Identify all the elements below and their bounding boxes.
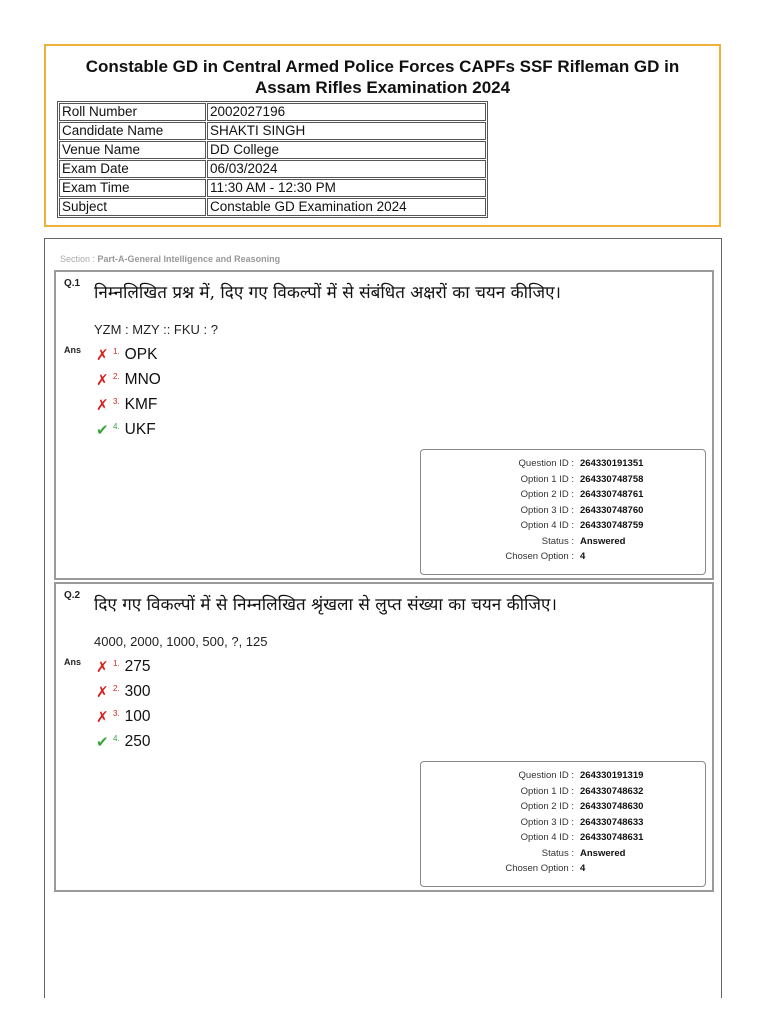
exam-title: Constable GD in Central Armed Police Forces CAPFs SSF Rifleman GD in Assam Rifles Examination 2024 <box>85 57 680 97</box>
detail-value: 264330191319 <box>580 770 644 781</box>
detail-label: Option 3 ID : <box>520 504 574 516</box>
detail-label: Option 2 ID : <box>520 801 574 812</box>
option-4 <box>96 731 151 753</box>
option-2 <box>96 369 161 391</box>
option-text: OPK <box>124 346 158 363</box>
question-details-box <box>420 449 706 575</box>
cross-icon: ✗ <box>96 372 109 389</box>
detail-value: Answered <box>580 847 626 859</box>
detail-row <box>421 861 705 876</box>
cross-icon: ✗ <box>96 709 109 726</box>
question-number: Q.1 <box>64 278 81 289</box>
detail-row <box>421 768 705 783</box>
answer-label: Ans <box>64 657 82 667</box>
detail-row <box>421 784 705 799</box>
detail-label: Option 2 ID : <box>520 489 574 500</box>
question-text: निम्नलिखित प्रश्न में, दिए गए विकल्पों में से संबंधित अक्षरों का चयन कीजिए। <box>94 283 561 303</box>
option-number: 4. <box>113 421 120 431</box>
option-number: 3. <box>113 396 120 406</box>
detail-label: Question ID : <box>518 458 574 469</box>
exam-time-value: 11:30 AM - 12:30 PM <box>207 179 486 197</box>
option-number: 1. <box>113 658 120 668</box>
option-3 <box>96 706 151 728</box>
detail-row <box>421 830 705 845</box>
question-text: दिए गए विकल्पों में से निम्नलिखित श्रृंखला से लुप्त संख्या का चयन कीजिए। <box>94 595 557 615</box>
detail-value: 264330748632 <box>580 785 644 797</box>
detail-label: Status : <box>541 847 574 859</box>
detail-value: 264330748630 <box>580 801 644 812</box>
exam-date-label: Exam Date <box>59 160 206 178</box>
cross-icon: ✗ <box>96 397 109 414</box>
venue-name-value: DD College <box>207 141 486 159</box>
detail-value: 4 <box>580 551 586 562</box>
option-number: 3. <box>113 708 120 718</box>
option-text: 100 <box>124 708 151 725</box>
option-3 <box>96 394 157 416</box>
table-row <box>59 103 486 121</box>
exam-header <box>44 44 721 227</box>
roll-number-value: 2002027196 <box>207 103 486 121</box>
detail-row <box>421 456 705 471</box>
detail-row <box>421 534 705 549</box>
roll-number-label: Roll Number <box>59 103 206 121</box>
detail-value: 264330748761 <box>580 489 644 500</box>
detail-row <box>421 799 705 814</box>
option-text: 275 <box>124 658 151 675</box>
option-text: 300 <box>124 683 151 700</box>
question-card-2 <box>54 582 714 892</box>
option-text: 250 <box>124 733 151 750</box>
option-4 <box>96 419 156 441</box>
detail-row <box>421 518 705 533</box>
subject-label: Subject <box>59 198 206 216</box>
detail-value: 264330748633 <box>580 816 644 828</box>
detail-label: Chosen Option : <box>505 551 574 562</box>
detail-label: Chosen Option : <box>505 863 574 874</box>
cross-icon: ✗ <box>96 347 109 364</box>
detail-value: 264330748631 <box>580 832 644 843</box>
detail-value: 264330748758 <box>580 473 644 485</box>
detail-row <box>421 472 705 487</box>
option-1 <box>96 656 151 678</box>
candidate-info-table <box>57 101 488 218</box>
question-details-box <box>420 761 706 887</box>
detail-row <box>421 503 705 518</box>
table-row <box>59 141 486 159</box>
subject-value: Constable GD Examination 2024 <box>207 198 486 216</box>
detail-row <box>421 846 705 861</box>
section-name: Part-A-General Intelligence and Reasoning <box>97 254 281 264</box>
table-row <box>59 198 486 216</box>
detail-value: 264330748759 <box>580 520 644 531</box>
exam-date-value: 06/03/2024 <box>207 160 486 178</box>
detail-label: Option 4 ID : <box>520 520 574 531</box>
answer-label: Ans <box>64 345 82 355</box>
cross-icon: ✗ <box>96 684 109 701</box>
check-icon: ✔ <box>96 734 109 751</box>
detail-value: 4 <box>580 863 586 874</box>
question-number: Q.2 <box>64 590 81 601</box>
candidate-name-label: Candidate Name <box>59 122 206 140</box>
table-row <box>59 122 486 140</box>
section-prefix: Section : <box>60 254 98 264</box>
check-icon: ✔ <box>96 422 109 439</box>
option-text: KMF <box>124 396 158 413</box>
question-card-1 <box>54 270 714 580</box>
option-text: MNO <box>124 371 161 388</box>
detail-label: Option 1 ID : <box>520 473 574 485</box>
option-number: 2. <box>113 683 120 693</box>
detail-value: Answered <box>580 535 626 547</box>
detail-row <box>421 815 705 830</box>
detail-label: Status : <box>541 535 574 547</box>
detail-row <box>421 549 705 564</box>
option-number: 2. <box>113 371 120 381</box>
detail-value: 264330191351 <box>580 458 644 469</box>
table-row <box>59 160 486 178</box>
question-subtext: YZM : MZY :: FKU : ? <box>94 322 218 337</box>
table-row <box>59 179 486 197</box>
detail-label: Question ID : <box>518 770 574 781</box>
candidate-name-value: SHAKTI SINGH <box>207 122 486 140</box>
detail-label: Option 1 ID : <box>520 785 574 797</box>
detail-label: Option 3 ID : <box>520 816 574 828</box>
option-1 <box>96 344 157 366</box>
option-number: 1. <box>113 346 120 356</box>
option-text: UKF <box>124 421 156 438</box>
option-2 <box>96 681 151 703</box>
exam-time-label: Exam Time <box>59 179 206 197</box>
detail-label: Option 4 ID : <box>520 832 574 843</box>
detail-value: 264330748760 <box>580 504 644 516</box>
venue-name-label: Venue Name <box>59 141 206 159</box>
option-number: 4. <box>113 733 120 743</box>
question-subtext: 4000, 2000, 1000, 500, ?, 125 <box>94 634 268 649</box>
cross-icon: ✗ <box>96 659 109 676</box>
section-label <box>60 254 280 264</box>
detail-row <box>421 487 705 502</box>
